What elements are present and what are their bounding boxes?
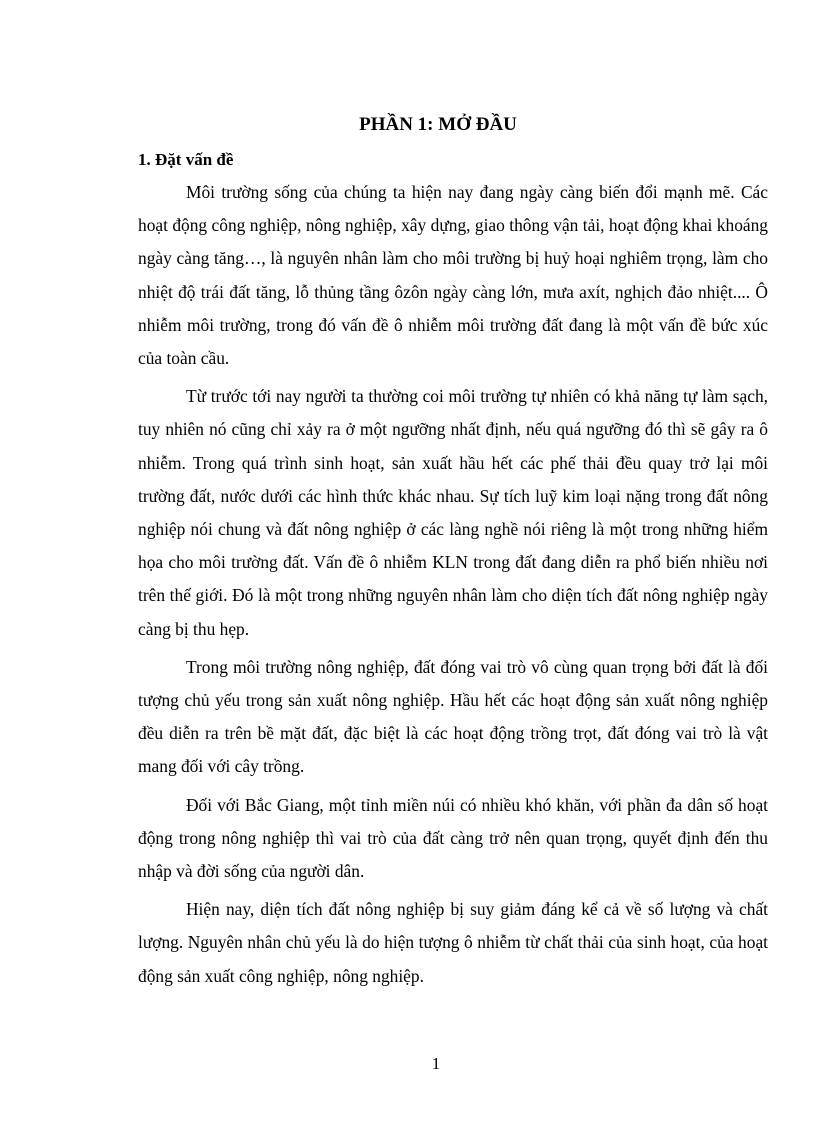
paragraph: Từ trước tới nay người ta thường coi môi trường tự nhiên có khả năng tự làm sạch, tuy nhiên nó cũng chỉ xảy ra ở một ngưỡng nhất định, nếu quá ngưỡng đó thì sẽ gây ra ô nhiễm. Trong quá trình sinh hoạt, sản xuất hầu hết các phế thải đều quay trở lại môi trường đất, nước dưới các hình thức khác nhau. Sự tích luỹ kim loại nặng trong đất nông nghiệp nói chung và đất nông nghiệp ở các làng nghề nói riêng là một trong những hiểm họa cho môi trường đất. Vấn đề ô nhiễm KLN trong đất đang diễn ra phổ biến nhiều nơi trên thế giới. Đó là một trong những nguyên nhân làm cho diện tích đất nông nghiệp ngày càng bị thu hẹp. — [138, 386, 768, 639]
chapter-title: PHẦN 1: MỞ ĐẦU — [359, 114, 517, 135]
paragraph: Đối với Bắc Giang, một tỉnh miền núi có nhiều khó khăn, với phần đa dân số hoạt động trong nông nghiệp thì vai trò của đất càng trở nên quan trọng, quyết định đến thu nhập và đời sống của người dân. — [138, 794, 768, 882]
paragraph: Hiện nay, diện tích đất nông nghiệp bị suy giảm đáng kể cả về số lượng và chất lượng. Nguyên nhân chủ yếu là do hiện tượng ô nhiễm từ chất thải của sinh hoạt, của hoạt động sản xuất công nghiệp, nông nghiệp. — [138, 899, 768, 986]
body-text — [138, 176, 768, 998]
paragraph: Trong môi trường nông nghiệp, đất đóng vai trò vô cùng quan trọng bởi đất là đối tượng chủ yếu trong sản xuất nông nghiệp. Hầu hết các hoạt động sản xuất nông nghiệp đều diễn ra trên bề mặt đất, đặc biệt là các hoạt động trồng trọt, đất đóng vai trò là vật mang đối với cây trồng. — [138, 656, 768, 777]
section-heading: 1. Đặt vấn đề — [138, 150, 234, 169]
paragraph: Môi trường sống của chúng ta hiện nay đang ngày càng biến đổi mạnh mẽ. Các hoạt động công nghiệp, nông nghiệp, xây dựng, giao thông vận tải, hoạt động khai khoáng ngày càng tăng…, là nguyên nhân làm cho môi trường bị huỷ hoại nghiêm trọng, làm cho nhiệt độ trái đất tăng, lỗ thủng tầng ôzôn ngày càng lớn, mưa axít, nghịch đảo nhiệt.... Ô nhiễm môi trường, trong đó vấn đề ô nhiễm môi trường đất đang là một vấn đề bức xúc của toàn cầu. — [138, 182, 768, 369]
page-number: 1 — [431, 1054, 441, 1073]
